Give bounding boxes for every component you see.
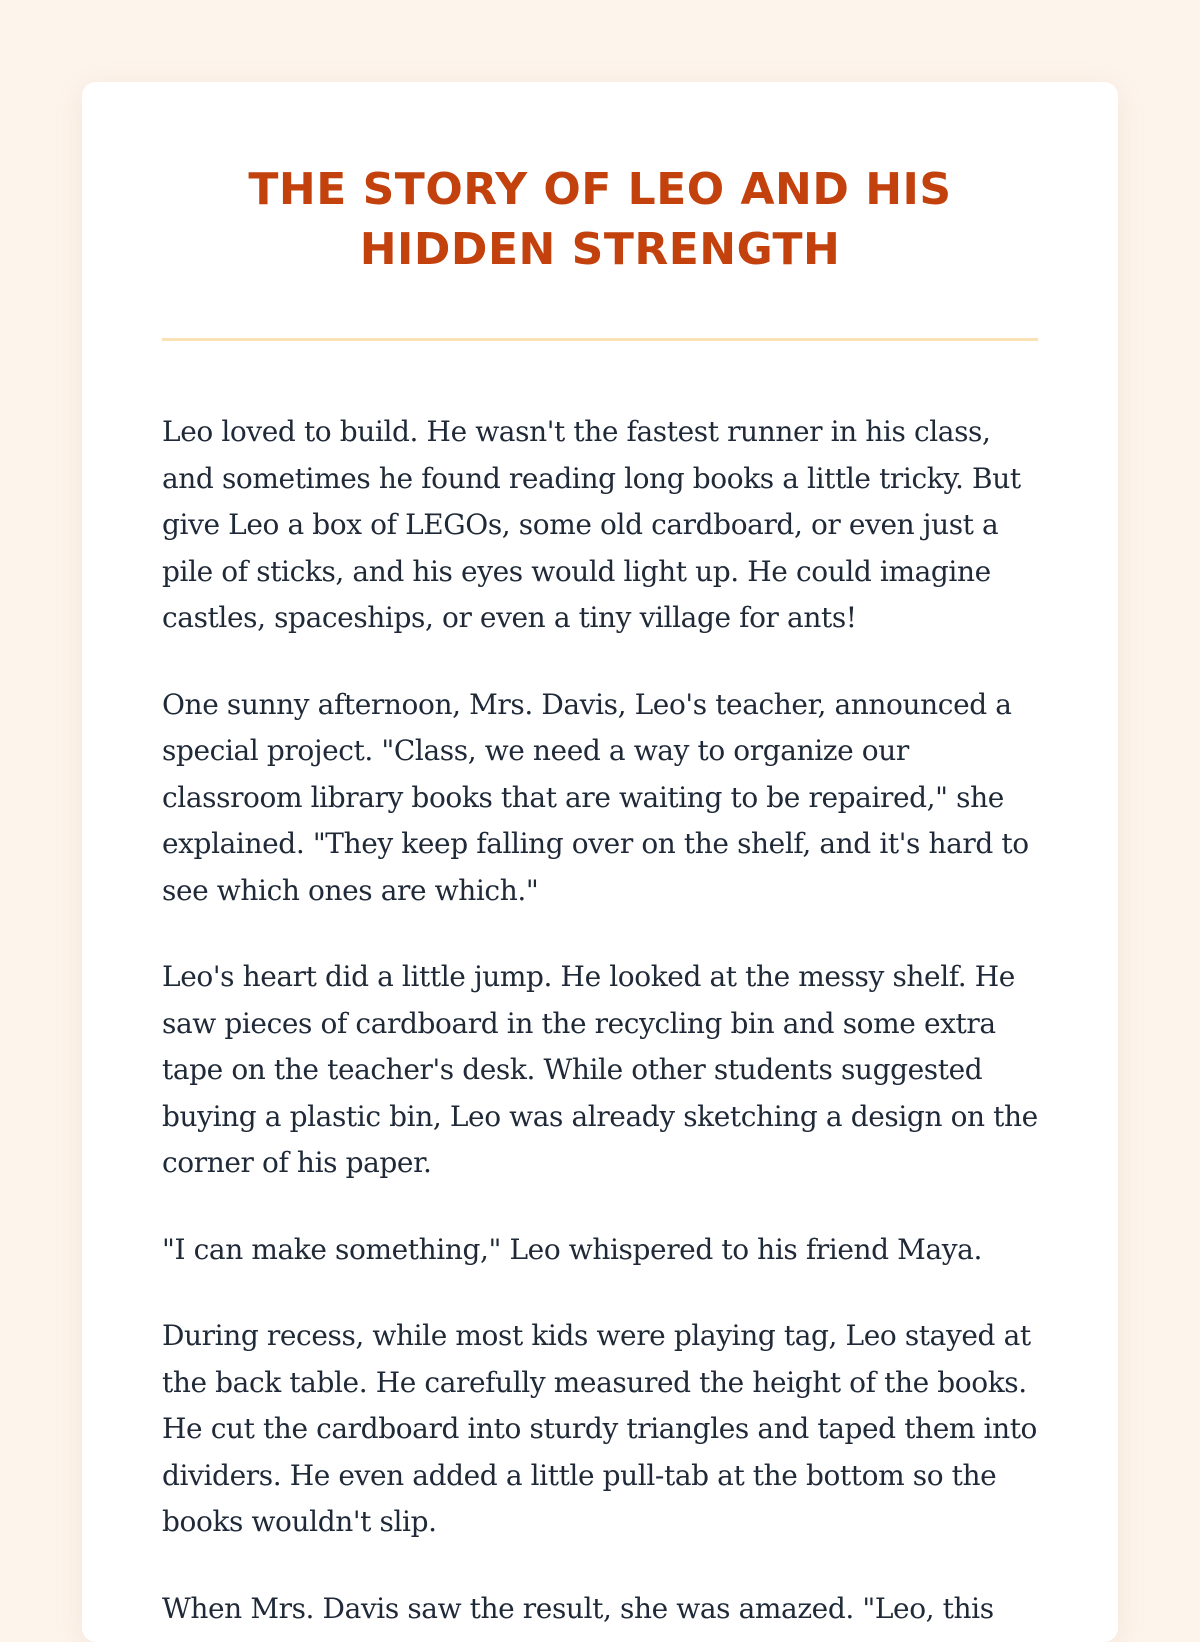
story-paragraph: Leo loved to build. He wasn't the fastest runner in his class, and sometimes he found reading long books a little tricky. But give Leo a box of LEGOs, some old cardboard, or even just a pile of sticks, and his eyes would light up. He could imagine castles, spaceships, or even a tiny village for ants! (162, 415, 1021, 634)
story-paragraph: "I can make something," Leo whispered to his friend Maya. (162, 1232, 982, 1266)
story-paragraph: One sunny afternoon, Mrs. Davis, Leo's teacher, announced a special project. "Class, we need a way to organize our classroom library books that are waiting to be repaired," she explained. "They keep falling over on the shelf, and it's hard to see which ones are which." (162, 687, 1029, 907)
story-card (82, 82, 1118, 1642)
story-paragraph: During recess, while most kids were playing tag, Leo stayed at the back table. He carefully measured the height of the books. He cut the cardboard into sturdy triangles and taped them into dividers. He even added a little pull-tab at the bottom so the books wouldn't slip. (162, 1319, 1038, 1538)
story-paragraph: When Mrs. Davis saw the result, she was amazed. "Leo, this (162, 1591, 994, 1625)
title-divider (162, 338, 1038, 341)
story-paragraph: Leo's heart did a little jump. He looked at the messy shelf. He saw pieces of cardboard in the recycling bin and some extra tape on the teacher's desk. While other students suggested buying a plastic bin, Leo was already sketching a design on the corner of his paper. (162, 960, 1038, 1179)
story-body (162, 409, 1038, 1632)
story-title: THE STORY OF LEO AND HIS HIDDEN STRENGTH (248, 164, 952, 275)
